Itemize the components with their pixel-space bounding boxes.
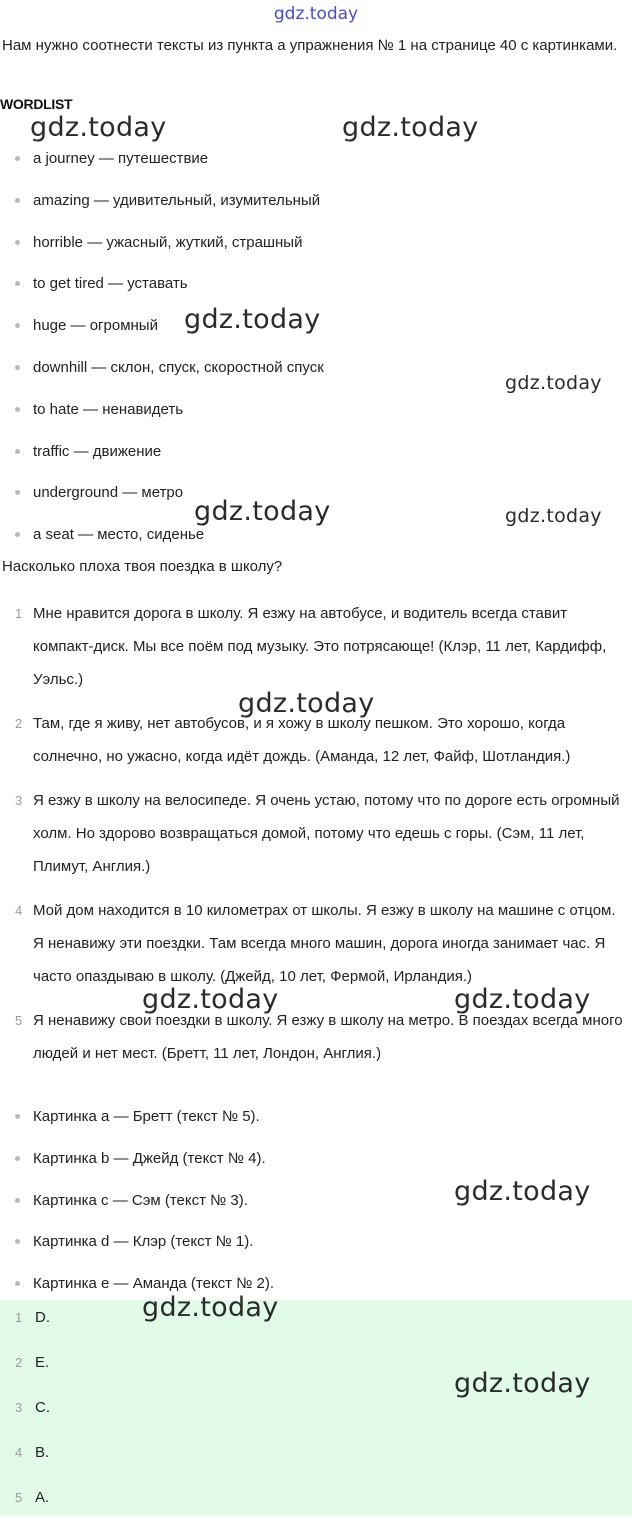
list-item: Картинка c — Сэм (текст № 3). [0, 1180, 620, 1222]
watermark: gdz.today [342, 112, 479, 143]
watermark: gdz.today [454, 1368, 591, 1399]
item-number: 3 [15, 793, 23, 808]
text-item-1 [0, 597, 630, 696]
bullet-icon [15, 156, 20, 161]
watermark: gdz.today [142, 1292, 279, 1323]
answer-row-4 [0, 1435, 632, 1480]
watermark: gdz.today [194, 496, 331, 527]
watermark: gdz.today [505, 505, 602, 527]
item-text: Я езжу в школу на велосипеде. Я очень устаю, потому что по дороге есть огромный холм. Но здорово возвращаться домой, потому что едешь с горы. (Сэм, 11 лет, Плимут, Англия.) [33, 792, 620, 875]
bullet-icon [15, 1156, 20, 1161]
bullet-icon [15, 198, 20, 203]
bullet-icon [15, 365, 20, 370]
item-text: Там, где я живу, нет автобусов, и я хожу в школу пешком. Это хорошо, когда солнечно, но ужасно, когда идёт дождь. (Аманда, 12 лет, Файф, Шотландия.) [33, 715, 571, 765]
answer-number: 5 [15, 1490, 23, 1505]
list-item: Картинка d — Клэр (текст № 1). [0, 1221, 620, 1263]
item-number: 4 [15, 903, 23, 918]
answer-value: B. [35, 1444, 50, 1461]
item-text: Мне нравится дорога в школу. Я езжу на автобусе, и водитель всегда ставит компакт-диск. Мы все поём под музыку. Это потрясающе! (Клэр, 11 лет, Кардифф, Уэльс.) [33, 605, 607, 688]
item-number: 1 [15, 606, 23, 621]
task-intro: Нам нужно соотнести тексты из пункта а упражнения № 1 на странице 40 с картинками. [2, 37, 618, 54]
wordlist [0, 138, 620, 556]
bullet-icon [15, 532, 20, 537]
text-item-3 [0, 784, 630, 883]
answer-number: 2 [15, 1355, 23, 1370]
watermark: gdz.today [184, 304, 321, 335]
answer-value: D. [35, 1309, 50, 1326]
bullet-icon [15, 449, 20, 454]
item-text: Я ненавижу свои поездки в школу. Я езжу в школу на метро. В поездах всегда много людей и нет мест. (Бретт, 11 лет, Лондон, Англия.) [33, 1012, 623, 1062]
bullet-icon [15, 407, 20, 412]
answer-number: 4 [15, 1445, 23, 1460]
watermark: gdz.today [454, 984, 591, 1015]
bullet-icon [15, 281, 20, 286]
bullet-icon [15, 1198, 20, 1203]
answer-value: C. [35, 1399, 50, 1416]
answer-row-5 [0, 1480, 632, 1525]
list-item: horrible — ужасный, жуткий, страшный [0, 222, 620, 264]
bullet-icon [15, 240, 20, 245]
bullet-icon [15, 1114, 20, 1119]
list-item: Картинка e — Аманда (текст № 2). [0, 1263, 620, 1305]
site-logo[interactable]: gdz.today [273, 4, 359, 24]
bullet-icon [15, 1281, 20, 1286]
bullet-icon [15, 1239, 20, 1244]
answer-number: 3 [15, 1400, 23, 1415]
list-item: a seat — место, сиденье [0, 514, 620, 556]
watermark: gdz.today [505, 372, 602, 394]
list-item: Картинка b — Джейд (текст № 4). [0, 1138, 620, 1180]
list-item: downhill — склон, спуск, скоростной спуск [0, 347, 620, 389]
list-item: amazing — удивительный, изумительный [0, 180, 620, 222]
text-item-4 [0, 894, 630, 993]
item-text: Мой дом находится в 10 километрах от школы. Я езжу в школу на машине с отцом. Я ненавижу эти поездки. Там всегда много машин, дорога иногда занимает час. Я часто опаздываю в школу. (Джейд, 10 лет, Фермой, Ирландия.) [33, 902, 616, 985]
watermark: gdz.today [238, 688, 375, 719]
wordlist-heading: WORDLIST [0, 96, 73, 112]
watermark: gdz.today [142, 984, 279, 1015]
bullet-icon [15, 323, 20, 328]
answer-value: A. [35, 1489, 50, 1506]
list-item: to get tired — уставать [0, 263, 620, 305]
item-number: 2 [15, 716, 23, 731]
answer-value: E. [35, 1354, 50, 1371]
watermark: gdz.today [30, 112, 167, 143]
watermark: gdz.today [454, 1176, 591, 1207]
list-item: a journey — путешествие [0, 138, 620, 180]
item-number: 5 [15, 1013, 23, 1028]
answer-row-1 [0, 1300, 632, 1345]
bullet-icon [15, 490, 20, 495]
list-item: Картинка a — Бретт (текст № 5). [0, 1096, 620, 1138]
answers-panel [0, 1300, 632, 1515]
list-item: underground — метро [0, 472, 620, 514]
list-item: to hate — ненавидеть [0, 389, 620, 431]
list-item: traffic — движение [0, 431, 620, 473]
section-question: Насколько плоха твоя поездка в школу? [2, 558, 283, 575]
list-item: huge — огромный [0, 305, 620, 347]
answer-number: 1 [15, 1310, 23, 1325]
